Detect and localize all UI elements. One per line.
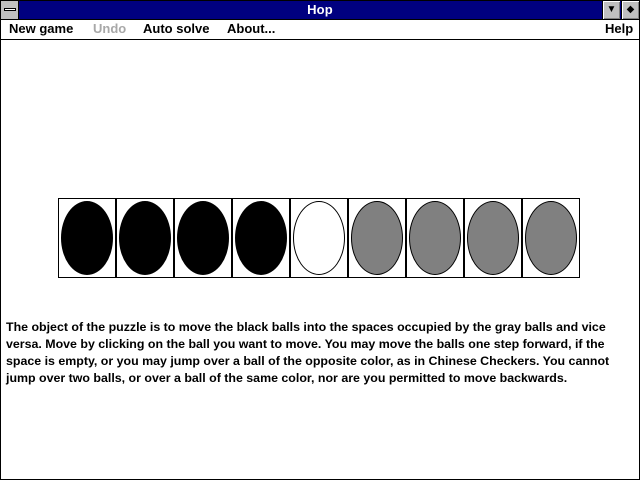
menu-new-game[interactable]: New game [9,21,74,36]
black-ball[interactable] [61,201,113,275]
board-cell[interactable] [174,198,232,278]
window-title: Hop [307,2,333,17]
board-cell[interactable] [522,198,580,278]
board-cell[interactable] [116,198,174,278]
black-ball[interactable] [177,201,229,275]
title-bar [1,1,639,20]
maximize-icon: ◆ [626,4,635,15]
board-cell[interactable] [464,198,522,278]
black-ball[interactable] [119,201,171,275]
menu-about[interactable]: About... [227,21,276,36]
gray-ball[interactable] [467,201,519,275]
menu-help[interactable]: Help [605,21,634,36]
minimize-button[interactable] [602,1,620,19]
hop-board [58,198,580,278]
board-cell[interactable] [290,198,348,278]
black-ball[interactable] [235,201,287,275]
maximize-button[interactable] [621,1,639,19]
gray-ball[interactable] [409,201,461,275]
empty-ball[interactable] [293,201,345,275]
board-cell[interactable] [348,198,406,278]
minimize-icon: ▼ [606,4,617,15]
menu-undo[interactable]: Undo [93,21,127,36]
gray-ball[interactable] [525,201,577,275]
board-cell[interactable] [58,198,116,278]
game-area [1,40,639,479]
menu-bar [1,20,639,40]
menu-auto-solve[interactable]: Auto solve [143,21,210,36]
instructions-text: The object of the puzzle is to move the black balls into the spaces occupied by the gray balls and vice versa. Move by clicking on the ball you want to move. You may move the balls one step forward, if the space is empty, or you may jump over a ball of the opposite color, as in Chinese Checkers. You cannot jump over two balls, or over a ball of the same color, nor are you permitted to move backwards. [6,320,610,385]
board-cell[interactable] [232,198,290,278]
board-cell[interactable] [406,198,464,278]
gray-ball[interactable] [351,201,403,275]
